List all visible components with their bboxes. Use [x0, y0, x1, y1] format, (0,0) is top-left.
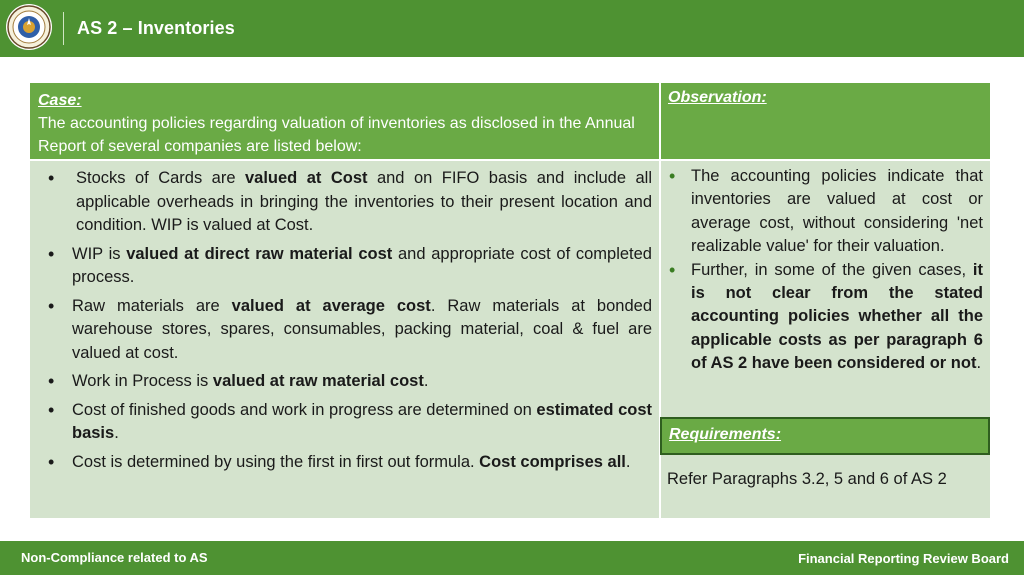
list-item: • Raw materials are valued at average cost. Raw materials at bonded warehouse stores, spares, consumables, packing material, coal & fuel are valued at cost.: [38, 295, 652, 366]
observation-label: Observation:: [668, 89, 767, 106]
requirements-text: Refer Paragraphs 3.2, 5 and 6 of AS 2: [667, 470, 947, 488]
footer-bar: [0, 541, 1024, 575]
header-divider: [63, 12, 64, 45]
list-item: • Stocks of Cards are valued at Cost and on FIFO basis and include all applicable overheads in bringing the inventories to their present location and condition. WIP is valued at Cost.: [38, 167, 652, 238]
list-item: • Work in Process is valued at raw material cost.: [38, 370, 652, 394]
case-header-cell: [30, 83, 659, 159]
case-list: [38, 167, 652, 479]
observation-list: [667, 165, 983, 376]
list-item: • Cost is determined by using the first in first out formula. Cost comprises all.: [38, 451, 652, 475]
observation-header-cell: [661, 83, 990, 159]
requirements-header: [660, 417, 990, 455]
observation-body-cell: [661, 161, 990, 518]
list-item: • Further, in some of the given cases, it is not clear from the stated accounting policies whether all the applicable costs as per paragraph 6 of AS 2 have been considered or not.: [667, 259, 983, 376]
footer-right-text: Financial Reporting Review Board: [798, 551, 1009, 566]
requirements-label: Requirements:: [669, 426, 782, 443]
case-intro: The accounting policies regarding valuation of inventories as disclosed in the Annual Report of several companies are listed below:: [38, 115, 635, 155]
list-item: • Cost of finished goods and work in progress are determined on estimated cost basis.: [38, 399, 652, 446]
page-title: AS 2 – Inventories: [77, 18, 235, 38]
header-bar: [0, 0, 1024, 57]
case-label: Case:: [38, 92, 82, 109]
list-item: • The accounting policies indicate that inventories are valued at cost or average cost, without considering 'net realizable value' for their valuation.: [667, 165, 983, 259]
institute-logo: [6, 4, 52, 50]
footer-left-text: Non-Compliance related to AS: [21, 550, 208, 565]
case-body-cell: [30, 161, 659, 518]
list-item: • WIP is valued at direct raw material cost and appropriate cost of completed process.: [38, 243, 652, 290]
